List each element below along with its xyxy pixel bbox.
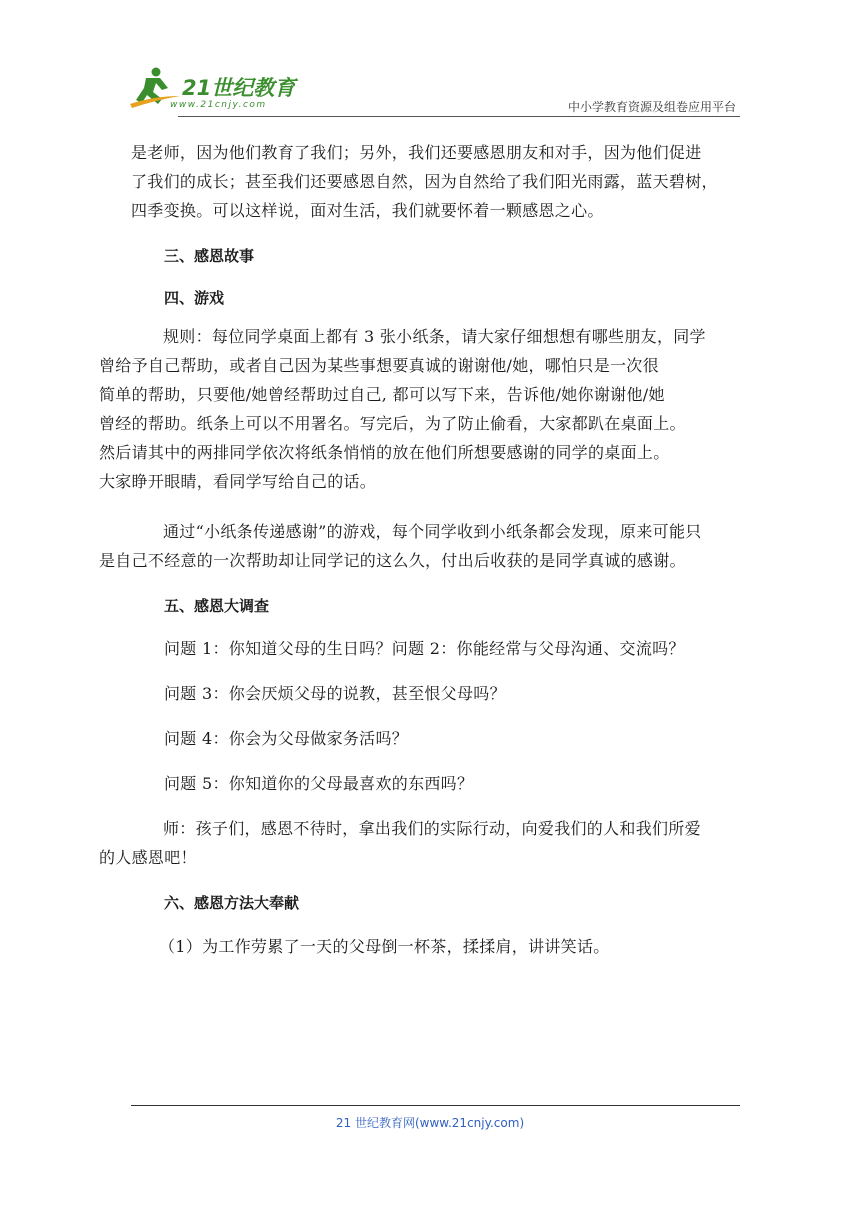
game-summary-line-2: 是自己不经意的一次帮助却让同学记的这么久，付出后收获的是同学真诚的感谢。: [99, 551, 686, 570]
intro-paragraph: [131, 138, 741, 225]
rules-line-1: 规则：每位同学桌面上都有 3 张小纸条，请大家仔细想想有哪些朋友，同学: [163, 327, 706, 346]
rules-line-6: 大家睁开眼睛，看同学写给自己的话。: [99, 472, 377, 491]
intro-line-3: 四季变换。可以这样说，面对生活，我们就要怀着一颗感恩之心。: [131, 201, 604, 220]
teacher-paragraph: [99, 814, 741, 872]
section-4-title: 四、游戏: [164, 289, 225, 307]
rules-paragraph: [99, 322, 741, 496]
section-5-title: 五、感恩大调查: [164, 597, 270, 615]
rules-line-4: 曾经的帮助。纸条上可以不用署名。写完后，为了防止偷看，大家都趴在桌面上。: [99, 414, 686, 433]
site-logo[interactable]: [126, 62, 306, 114]
teacher-line-1: 师：孩子们，感恩不待时，拿出我们的实际行动，向爱我们的人和我们所爱: [163, 819, 701, 838]
question-line-3: 问题 4：你会为父母做家务活吗？: [164, 729, 409, 748]
platform-text: 中小学教育资源及组卷应用平台: [567, 100, 736, 114]
game-summary-paragraph: [99, 517, 741, 575]
logo-url: www.21cnjy.com: [170, 100, 267, 110]
footer-divider: [131, 1105, 740, 1106]
intro-line-1: 是老师，因为他们教育了我们；另外，我们还要感恩朋友和对手，因为他们促进: [131, 143, 702, 162]
question-line-4: 问题 5：你知道你的父母最喜欢的东西吗？: [164, 774, 474, 793]
rules-line-5: 然后请其中的两排同学依次将纸条悄悄的放在他们所想要感谢的同学的桌面上。: [99, 443, 670, 462]
rules-line-2: 曾给予自己帮助，或者自己因为某些事想要真诚的谢谢他/她，哪怕只是一次很: [99, 356, 659, 375]
method-1: （1）为工作劳累了一天的父母倒一杯茶，揉揉肩，讲讲笑话。: [159, 937, 610, 956]
logo-text: 21世纪教育: [182, 76, 296, 100]
game-summary-line-1: 通过“小纸条传递感谢”的游戏，每个同学收到小纸条都会发现，原来可能只: [163, 522, 702, 541]
rules-line-3: 简单的帮助，只要他/她曾经帮助过自己, 都可以写下来，告诉他/她你谢谢他/她: [99, 385, 665, 404]
document-body: [99, 138, 741, 957]
footer-link[interactable]: 21 世纪教育网(www.21cnjy.com): [335, 1116, 525, 1130]
question-line-1: 问题 1：你知道父母的生日吗？问题 2：你能经常与父母沟通、交流吗？: [164, 639, 685, 658]
page-header: [118, 62, 740, 118]
teacher-line-2: 的人感恩吧！: [99, 848, 197, 867]
intro-line-2: 了我们的成长；甚至我们还要感恩自然，因为自然给了我们阳光雨露，蓝天碧树，: [131, 172, 718, 191]
question-line-2: 问题 3：你会厌烦父母的说教，甚至恨父母吗？: [164, 684, 506, 703]
section-3-title: 三、感恩故事: [164, 247, 255, 265]
section-6-title: 六、感恩方法大奉献: [164, 894, 300, 912]
header-divider: [178, 116, 740, 117]
